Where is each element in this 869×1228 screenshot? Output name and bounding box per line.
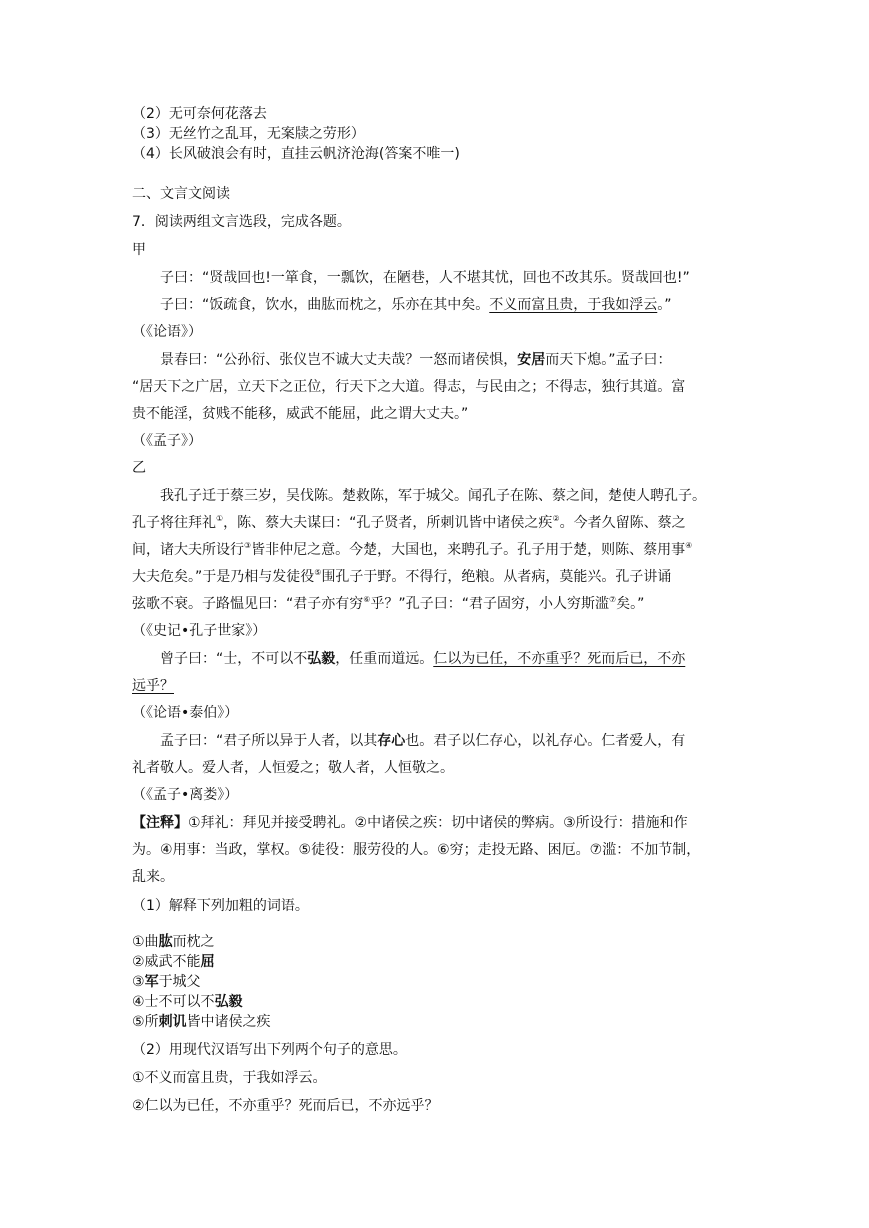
answer-line: （2）无可奈何花落去 <box>132 106 267 122</box>
notes-label: 【注释】 <box>132 815 188 831</box>
text: 围孔子于野。不得行，绝粮。从者病，莫能兴。孔子讲诵 <box>321 569 672 585</box>
subquestion-1: （1）解释下列加粗的词语。 <box>132 898 309 914</box>
text: 。今者久留陈、蔡之 <box>559 515 686 531</box>
text: 弦歌不衰。子路愠见曰：“君子亦有穷 <box>132 596 364 612</box>
word-item <box>132 992 742 1012</box>
word-item <box>132 932 742 952</box>
bold-word: 刺讥 <box>158 1014 187 1030</box>
text: 皆非仲尼之意。今楚，大国也，来聘孔子。孔子用于楚，则陈、蔡用事 <box>251 542 686 558</box>
text: 子曰：“饭疏食，饮水，曲肱而枕之，乐亦在其中矣。 <box>160 297 490 313</box>
passage-b-para-1-line <box>132 513 742 533</box>
source-citation: （《史记•孔子世家》） <box>132 623 267 639</box>
group-a-label: 甲 <box>132 242 146 258</box>
text: 间，诸大夫所设行 <box>132 542 244 558</box>
text: ，任重而道远。 <box>335 651 434 667</box>
text: 而枕之 <box>172 934 215 950</box>
text: ①拜礼：拜见并接受聘礼。②中诸侯之疾：切中诸侯的弊病。③所设行：措施和作 <box>188 815 688 831</box>
answer-line: （3）无丝竹之乱耳，无案牍之劳形） <box>132 126 365 142</box>
passage-b-para-1: 我孔子迁于蔡三岁，吴伐陈。楚救陈，军于城父。闻孔子在陈、蔡之间，楚使人聘孔子。 <box>160 488 706 504</box>
footnote-mark: ④ <box>685 541 693 550</box>
notes-line: 为。④用事：当政，掌权。⑤徒役：服劳役的人。⑥穷；走投无路、困厄。⑦滥：不加节制， <box>132 842 701 858</box>
passage-b-para-1-line <box>132 540 742 560</box>
footnote-mark: ⑤ <box>314 568 322 577</box>
bold-word: 弘毅 <box>307 651 336 667</box>
source-citation: （《孟子•离娄》） <box>132 787 239 803</box>
text: 而天下熄。”孟子曰： <box>545 352 672 368</box>
word-item <box>132 952 742 972</box>
passage-b-para-2-line <box>132 676 742 696</box>
sentence-item: ①不义而富且贵，于我如浮云。 <box>132 1070 327 1086</box>
footnote-mark: ⑦ <box>608 595 617 604</box>
footnote-mark: ① <box>216 514 224 523</box>
footnote-mark: ② <box>552 514 560 523</box>
text: 孟子曰：“君子所以异于人者，以其 <box>160 733 378 749</box>
source-citation: （《孟子》） <box>132 433 202 449</box>
bold-word: 弘毅 <box>214 994 243 1010</box>
text: 矣。” <box>616 596 645 612</box>
passage-a-para-2 <box>160 295 770 315</box>
passage-b-para-1-line <box>132 594 742 614</box>
text: 孔子将往拜礼 <box>132 515 216 531</box>
notes-line: 乱来。 <box>132 869 174 885</box>
text: 景春曰：“公孙衍、张仪岂不诚大丈夫哉？一怒而诸侯惧， <box>160 352 518 368</box>
footnote-mark: ⑥ <box>363 595 371 604</box>
bold-word: 肱 <box>158 934 173 950</box>
text: 曾子曰：“士，不可以不 <box>160 651 308 667</box>
bold-word: 屈 <box>200 954 215 970</box>
text: 于城父 <box>158 974 201 990</box>
passage-a-para-3 <box>160 350 770 370</box>
passage-a-para-3-line: 贵不能淫，贫贱不能移，威武不能屈，此之谓大丈夫。” <box>132 406 469 422</box>
passage-b-para-2 <box>160 649 770 669</box>
bold-word: 存心 <box>377 733 406 749</box>
underlined-sentence: 仁以为已任，不亦重乎？死而后已，不亦 <box>433 651 686 667</box>
bold-word: 军 <box>144 974 159 990</box>
text: 。” <box>657 297 672 313</box>
text: ②威武不能 <box>132 954 201 970</box>
text: 乎？”孔子曰：“君子固穷，小人穷斯滥 <box>370 596 609 612</box>
text: 大夫危矣。”于是乃相与发徒役 <box>132 569 315 585</box>
passage-b-para-3 <box>160 731 770 751</box>
passage-a-para-1: 子曰：“贤哉回也!一箪食，一瓢饮，在陋巷，人不堪其忧，回也不改其乐。贤哉回也!” <box>160 270 690 286</box>
bold-word: 安居 <box>517 352 546 368</box>
notes-line <box>132 813 742 833</box>
underlined-sentence: 远乎？ <box>132 678 174 694</box>
text: ③ <box>132 974 145 990</box>
text: ④士不可以不 <box>132 994 215 1010</box>
question-title: 7．阅读两组文言选段，完成各题。 <box>132 214 351 230</box>
text: ⑤所 <box>132 1014 159 1030</box>
source-citation: （《论语•泰伯》） <box>132 705 239 721</box>
section-title: 二、文言文阅读 <box>132 186 230 202</box>
footnote-mark: ③ <box>244 541 252 550</box>
group-b-label: 乙 <box>132 460 146 476</box>
sentence-item: ②仁以为已任，不亦重乎？死而后已，不亦远乎？ <box>132 1098 439 1114</box>
source-citation: （《论语》） <box>132 324 202 340</box>
passage-a-para-3-line: “居天下之广居，立天下之正位，行天下之大道。得志，与民由之；不得志，独行其道。富 <box>132 379 686 395</box>
text: ，陈、蔡大夫谋曰：“孔子贤者，所刺讥皆中诸侯之疾 <box>223 515 553 531</box>
passage-b-para-3-line: 礼者敬人。爱人者，人恒爱之；敬人者，人恒敬之。 <box>132 760 454 776</box>
word-item <box>132 972 742 992</box>
text: 皆中诸侯之疾 <box>186 1014 271 1030</box>
subquestion-2: （2）用现代汉语写出下列两个句子的意思。 <box>132 1042 407 1058</box>
word-item <box>132 1012 742 1032</box>
underlined-sentence: 不义而富且贵，于我如浮云 <box>489 297 658 313</box>
passage-b-para-1-line <box>132 567 742 587</box>
text: 也。君子以仁存心，以礼存心。仁者爱人，有 <box>405 733 686 749</box>
answer-line: （4）长风破浪会有时，直挂云帆济沧海(答案不唯一) <box>132 146 460 162</box>
text: ①曲 <box>132 934 159 950</box>
